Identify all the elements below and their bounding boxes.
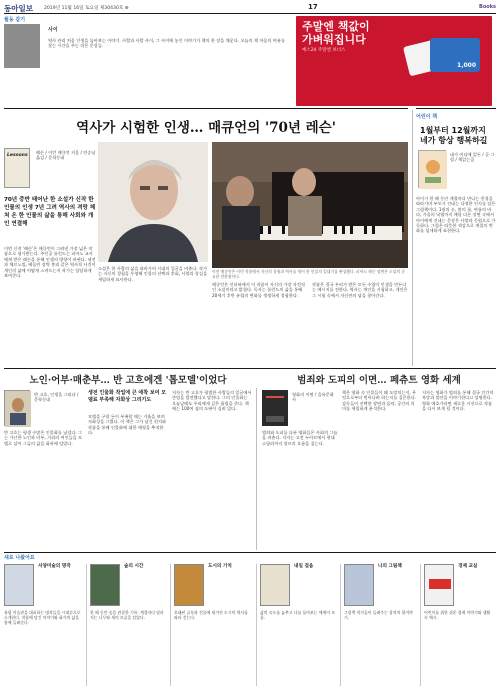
column-divider <box>86 564 87 686</box>
new-books-kicker: 새로 나왔어요 <box>4 555 35 561</box>
new-book-title: 경제 교실 <box>458 564 478 569</box>
divider <box>4 108 408 109</box>
new-books-row <box>4 562 496 689</box>
kids-book-illustration <box>419 151 447 189</box>
article-body: 책은 영화 속 인물들이 왜 도망치는지, 무엇으로부터 벗어나려 하는지를 질문한다. 감독들이 선택한 장면과 음악, 공간의 의미를 세밀하게 분석한다. <box>342 390 417 412</box>
new-book-item[interactable] <box>260 562 338 689</box>
new-book-cover <box>174 564 204 606</box>
page-number: 17 <box>308 3 318 11</box>
column-divider <box>256 564 257 686</box>
van-gogh-book-meta: 반 고흐, 인생을 그리다 / 문학동네 <box>34 392 79 403</box>
today-text: 역사 관리 처음 인생을 돌아보는 이야기. 사람과 사람 사이, 그 사이에 놓인 이야기가 책의 한 장을 채운다. 오늘의 책 마음의 여유를 찾는 시간을 주는 작은 문장들. <box>48 38 285 49</box>
column-divider <box>340 564 341 686</box>
van-gogh-cover-graphic <box>5 391 31 427</box>
newspaper-logo: 동아일보 <box>4 4 33 13</box>
new-book-text: 어린이를 위한 쉬운 경제 이야기와 생활 속 예시. <box>424 610 491 621</box>
column-divider <box>412 110 413 366</box>
section-tag: Books <box>479 4 496 10</box>
new-book-item[interactable] <box>174 562 254 689</box>
today-photo <box>4 24 40 68</box>
article-body: 이번 신작 '레슨'은 매큐언이 그려낸 가장 넓은 작품으로 평가받는다. 주인공 롤런드는 피아노 교사에게 받은 레슨을 통해 인생의 방향이 바뀐다. 냉전과 체르노빌, 베를린 장벽 붕괴 같은 역사적 사건이 개인의 삶에 어떻게 스며드는지 작가는 담담하게 보여준다. <box>4 246 96 279</box>
author-portrait-graphic <box>98 142 208 262</box>
ad-headline <box>302 20 370 46</box>
piano-scene-graphic <box>212 142 408 268</box>
kids-book-meta: 네가 어디에 있든 / 글·그림 / 책읽는곰 <box>450 152 495 163</box>
new-book-cover <box>4 564 34 606</box>
dateline: 2019년 11월 16일 토요일 제30430호 ⊕ <box>44 6 129 11</box>
today-strip <box>4 16 294 88</box>
article-body: 소설은 한 사람의 삶을 따라가며 시대의 얼굴을 비춘다. 작가는 자신의 경험을 투영해 인물의 선택과 후회, 사랑과 상실을 세밀하게 묘사한다. <box>98 266 208 282</box>
new-book-text: 한 해 동안 숲을 관찰한 기록. 계절마다 달라지는 나무와 새의 모습을 담았다. <box>90 610 164 621</box>
crime-book-cover <box>262 390 288 426</box>
article-body: 모델을 구할 돈이 부족할 때는 거울을 보며 자화상을 그렸다. 이 책은 그가 남긴 편지와 작품을 통해 인물화에 대한 애정을 추적한다. <box>88 414 167 436</box>
advertisement[interactable] <box>296 16 492 106</box>
book-meta: 레슨 / 이언 매큐언 지음 / 민승남 옮김 / 문학동네 <box>36 150 96 161</box>
author-photo <box>98 142 208 262</box>
article-body: 매큐언은 인터뷰에서 이 작품이 자신의 가장 자전적인 소설이라고 밝혔다. 독자는 롤런드의 삶을 통해 20세기 후반 유럽의 변화를 생생하게 경험한다. <box>212 282 305 298</box>
new-book-item[interactable] <box>344 562 418 689</box>
card-label: 1,000 <box>457 62 476 69</box>
new-book-cover <box>90 564 120 606</box>
new-book-cover <box>344 564 374 606</box>
column-divider <box>170 564 171 686</box>
new-book-text: 그림책 작가들이 들려주는 창작의 뒷이야기. <box>344 610 413 621</box>
headline-van-gogh: 노인·어부·매춘부… 반 고흐에겐 '톱모델'이었다 <box>29 375 227 386</box>
new-book-cover <box>260 564 290 606</box>
crime-book-meta: 영화의 이면 / 을유문화사 <box>292 392 334 403</box>
crime-cover-graphic <box>262 390 288 426</box>
new-book-title: 내일 걸음 <box>294 564 314 569</box>
column-divider <box>420 564 421 686</box>
main-headline: 역사가 시험한 인생… 매큐언의 '70년 레슨' <box>76 120 336 136</box>
today-kicker: 월동 같기 <box>4 17 26 23</box>
photo-caption: 이언 매큐언은 이번 작품에서 자신의 경험과 역사를 엮어 한 인물의 일대기를 완성했다. 피아노 레슨 장면은 소설의 중요한 전환점이다. <box>212 269 405 279</box>
book-cover <box>4 148 30 188</box>
masthead <box>4 2 496 14</box>
new-book-item[interactable] <box>4 562 84 689</box>
headline-crime-film: 범죄와 도피의 이면… 페츄트 영화 세계 <box>297 375 461 386</box>
new-book-text: 오래된 골목과 건물에 새겨진 도시의 역사를 따라 걷는다. <box>174 610 248 621</box>
article-body: 저자는 영화가 범죄를 통해 결국 인간의 욕망과 불안을 이야기한다고 설명한다. 영화 애호가라면 새로운 시선으로 작품을 다시 보게 될 것이다. <box>422 390 494 412</box>
van-gogh-subheadline: 생전 인물화 작업에 큰 애착 보여 모델료 부족해 자화상 그리기도 <box>88 390 167 403</box>
ad-headline-line-1: 주말엔 책값이 <box>302 20 370 33</box>
kids-kicker: 어린이 책 <box>416 114 438 120</box>
new-book-cover <box>424 564 454 606</box>
piano-photo <box>212 142 408 268</box>
article-body: 반 고흐는 평생 수많은 인물화를 남겼다. 그는 가난한 노인과 어부, 거리의 여인들을 모델로 삼아 그들의 삶을 화폭에 담았다. <box>4 430 83 446</box>
divider <box>4 552 496 553</box>
new-book-title: 나의 그림책 <box>378 564 402 569</box>
card-front <box>430 38 480 72</box>
divider <box>416 108 496 109</box>
today-name: 사이 <box>48 27 58 33</box>
ad-subline: 예스24 주말엔 보너스 <box>302 48 346 53</box>
new-book-title: 도시의 기억 <box>208 564 232 569</box>
article-body: 저자는 반 고흐가 평범한 사람들의 얼굴에서 존엄을 발견했다고 말한다. 그의 인물화는 오늘날에도 우리에게 깊은 울림을 준다. 책에는 100여 점의 도판이 실려 있다. <box>172 390 252 412</box>
book-cover-title: Lessons <box>7 153 28 158</box>
new-book-text: 유럽 미술관을 대표하는 명작들을 시대순으로 소개한다. 작품에 담긴 이야기와 화가의 삶을 함께 들려준다. <box>4 610 81 626</box>
ad-headline-line-2: 가벼워집니다 <box>302 33 366 46</box>
ad-card-graphic <box>406 34 484 84</box>
cover-accent <box>429 579 451 589</box>
kids-body: 아이가 한 해 동안 계절마다 만나는 풍경을 따라가며 부모가 건네는 다정한 인사를 담은 그림책이다. 1월의 눈, 봄의 꽃, 여름의 바다, 가을의 낙엽까지 매달 다른 장면 속에서 아이에게 건네는 문장은 사랑과 응원으로 가득하다. 그림은 따뜻한 색감으로 계절의 변화를 섬세하게 표현한다. <box>416 196 496 234</box>
kids-headline: 1월부터 12월까지 네가 항상 행복하길 <box>420 126 488 145</box>
new-book-title: 서양미술의 명작 <box>38 564 71 569</box>
new-book-title: 숲의 시간 <box>124 564 144 569</box>
divider <box>4 368 496 369</box>
van-gogh-book-cover <box>4 390 30 426</box>
article-body: 범죄와 도피를 다룬 영화들은 사회의 그늘을 비춘다. 저자는 고전 누아르에서 현대 스릴러까지 장르의 흐름을 짚는다. <box>262 430 338 446</box>
new-book-item[interactable] <box>424 562 496 689</box>
new-book-text: 삶의 속도를 늦추고 나를 돌아보는 에세이 모음. <box>260 610 336 621</box>
article-body: 작품은 결국 우리가 받은 모든 수업이 인생을 만든다는 메시지를 전한다. 역사는 개인을 시험하고, 개인은 그 시험 속에서 자신만의 답을 찾아간다. <box>312 282 408 298</box>
column-divider <box>256 388 257 550</box>
kids-book-cover <box>418 150 446 188</box>
subheadline: 70년 중반 태어난 한 소설가 신작 한 인물의 인생 7년 그려 역사의 격랑 헤쳐 온 한 인물의 삶을 통해 사회와 개인 연결해 <box>4 197 96 227</box>
new-book-item[interactable] <box>90 562 168 689</box>
